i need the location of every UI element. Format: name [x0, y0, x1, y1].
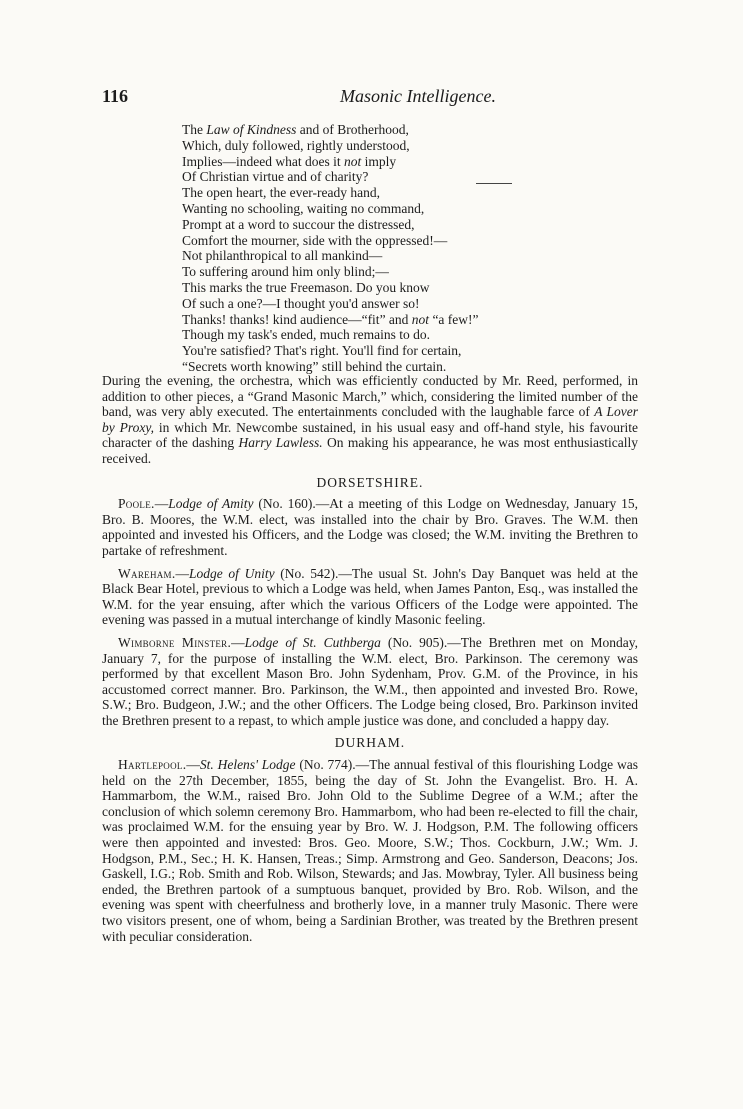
poem-line: The Law of Kindness and of Brotherhood, [182, 122, 409, 137]
place-name: Wareham. [118, 565, 176, 581]
poem-line: You're satisfied? That's right. You'll find for certain, [182, 343, 462, 359]
poem-line: Though my task's ended, much remains to do. [182, 327, 431, 343]
poem-line: “Secrets worth knowing” still behind the curtain. [182, 358, 447, 374]
paragraph: Wimborne Minster.—Lodge of St. Cuthberga (No. 905).—The Brethren met on Monday, January 7, for the purpose of installing the W.M. elect, Bro. Parkinson. The ceremony was performed by that excellent Mason Bro. John Sydenham, Prov. G.M. of the Province, in his accustomed correct manner. Bro. Parkinson, the W.M., then appointed and invested Bro. Rowe, S.W.; Bro. Budgeon, J.W.; and the other Officers. The Lodge being closed, Bro. Parkinson invited the Brethren present to a repast, to which ample justice was done, and concluded a happy day. [102, 634, 638, 728]
section-heading: DURHAM. [334, 735, 406, 751]
article-body [102, 373, 638, 951]
poem-line: Comfort the mourner, side with the oppressed!— [182, 232, 448, 248]
poem-line: Wanting no schooling, waiting no command, [182, 200, 425, 216]
italic-text: not [411, 311, 430, 327]
place-name: Hartlepool. [118, 757, 187, 773]
poem-line: Implies—indeed what does it not imply [182, 153, 397, 169]
poem-line: Which, duly followed, rightly understood, [182, 137, 410, 153]
poem-line: Not philanthropical to all mankind— [182, 248, 383, 264]
italic-text: Lodge of Amity [168, 496, 254, 512]
paragraph: Poole.—Lodge of Amity (No. 160).—At a meeting of this Lodge on Wednesday, January 15, Bro. B. Moores, the W.M. elect, was installed into the chair by Bro. Graves. The W.M. then appointed and invested his Officers, and the Lodge was closed; the W.M. inviting the Brethren to partake of refreshment. [102, 496, 638, 558]
paragraph: Wareham.—Lodge of Unity (No. 542).—The usual St. John's Day Banquet was held at the Black Bear Hotel, previous to which a Lodge was held, when James Panton, Esq., was installed the W.M. for the year ensuing, after which the various Officers of the Lodge were appointed. The evening was passed in a mutual interchange of kindly Masonic feeling. [102, 565, 638, 628]
italic-text: A Lover by Proxy, [102, 404, 639, 435]
place-name: Wimborne Minster. [118, 634, 232, 650]
italic-text: not [343, 153, 362, 169]
italic-text: Harry Lawless. [238, 435, 323, 451]
poem-line: Of Christian virtue and of charity? [182, 169, 369, 185]
italic-text: Law of Kindness [206, 122, 297, 137]
italic-text: Lodge of Unity [189, 565, 275, 581]
paragraph: During the evening, the orchestra, which was efficiently conducted by Mr. Reed, performed, in addition to other pieces, a “Grand Masonic March,” which, considering the limited number of the band, was very ably executed. The entertainments concluded with the laughable farce of A Lover by Proxy, in which Mr. Newcombe sustained, in his usual easy and off-hand style, his favourite character of the dashing Harry Lawless. On making his appearance, he was most enthusiastically received. [102, 373, 639, 466]
place-name: Poole. [118, 496, 155, 512]
poem-line: The open heart, the ever-ready hand, [182, 185, 381, 201]
page-header [102, 86, 638, 108]
italic-text: Lodge of St. Cuthberga [244, 634, 381, 650]
poem-line: Of such a one?—I thought you'd answer so! [182, 295, 420, 311]
section-heading: DORSETSHIRE. [316, 474, 424, 490]
paragraph: Hartlepool.—St. Helens' Lodge (No. 774).—The annual festival of this flourishing Lodge was held on the 27th December, 1855, being the day of St. John the Evangelist. Bro. H. A. Hammarbom, the W.M., raised Bro. John Old to the Sublime Degree of a W.M.; after the conclusion of which solemn ceremony Bro. Hammarbom, who had been re-elected to fill the chair, was proclaimed W.M. for the ensuing year by Bro. W. J. Hodgson, P.M. The following officers were then appointed and invested: Bros. Geo. Moore, S.W.; Thos. Cockburn, J.W.; Wm. J. Hodgson, P.M., Sec.; H. K. Hansen, Treas.; Simp. Armstrong and Geo. Sanderson, Deacons; Jos. Gaskell, I.G.; Rob. Smith and Rob. Wilson, Stewards; and Jas. Mowbray, Tyler. All business being ended, the Brethren partook of a sumptuous banquet, provided by Bro. Rob. Wilson, and the evening was spent with cheerfulness and brotherly love, in a manner truly Masonic. There were two visitors present, one of whom, being a Sardinian Brother, was treated by the Brethren present with peculiar consideration. [102, 757, 638, 944]
poem-side-rule [476, 183, 512, 184]
page-number: 116 [102, 86, 129, 106]
italic-text: St. Helens' Lodge [199, 757, 296, 773]
poem-line: Thanks! thanks! kind audience—“fit” and not “a few!” [182, 311, 479, 327]
poem-line: To suffering around him only blind;— [182, 264, 389, 280]
poem-line: This marks the true Freemason. Do you know [182, 279, 430, 295]
poem [182, 122, 602, 375]
running-title: Masonic Intelligence. [340, 86, 496, 106]
poem-line: Prompt at a word to succour the distressed, [182, 216, 415, 232]
